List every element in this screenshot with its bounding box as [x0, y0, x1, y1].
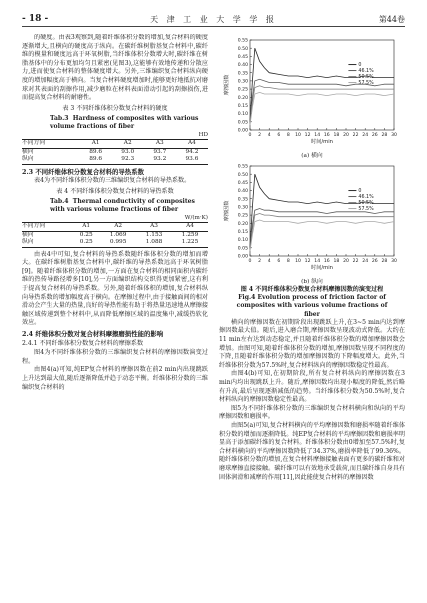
x-tick-label: 20 — [343, 133, 349, 138]
volume-label: 第44卷 — [378, 15, 405, 24]
legend-label: 46.1% — [358, 195, 374, 201]
series-line-57-5pct — [250, 92, 394, 125]
table-row — [22, 239, 208, 247]
y-tick-label: 0.40 — [237, 63, 248, 69]
chart-b-subtitle: (b) 纵向 — [301, 279, 323, 285]
y-tick-label: 0.05 — [237, 120, 248, 126]
table-header-cell: A4 — [172, 223, 208, 231]
page-header — [22, 12, 405, 27]
x-tick-label: 28 — [381, 133, 388, 138]
x-tick-label: 20 — [343, 259, 349, 264]
table-row — [22, 231, 208, 239]
x-tick-label: 16 — [323, 133, 330, 138]
y-tick-label: 0.30 — [237, 79, 248, 85]
legend-label: 46.1% — [358, 69, 374, 75]
paragraph-conductivity-analysis: 由表4中可知,复合材料的导热系数随纤维体积分数的增加而增大。在碳纤维树脂基复合材料中,碳纤维的导热系数远高于环氧树脂[9]。随着纤维体积分数的增加,一方面在复合材料的相同面积内碳纤维的热传导路径增多[10],另一方面编织结构交织得更加紧密,这有利于提高复合材料的导热系数。另外,随着纤维体积的增加,复合材料纵向导热系数的增加幅度高于横向。在摩擦过程中,由于接触面间的相对滑动会产生大量的热量,良好的导热性能有助于将热量迅速地从摩擦接触区域传递到整个材料中,从而降低摩擦区域的温度集中,减缓热软化效应。 — [22, 250, 208, 327]
y-tick-label: 0.55 — [237, 38, 248, 44]
paragraph-fig5-intro: 图5为不同纤维体积分数的三维编织复合材料横向和纵向的平均摩擦因数和磨损率。 — [219, 404, 405, 421]
table-cell: 纵向 — [22, 156, 80, 164]
table-cell: 89.6 — [80, 156, 112, 164]
x-tick-label: 12 — [304, 259, 311, 264]
x-tick-label: 16 — [323, 259, 330, 264]
y-tick-label: 0.55 — [237, 164, 248, 170]
table-cell: 93.2 — [144, 156, 176, 164]
x-tick-label: 2 — [258, 259, 262, 264]
section-heading-2-4-1: 2.4.1 不同纤维体积分数复合材料的摩擦系数 — [22, 339, 144, 347]
y-tick-label: 0.50 — [237, 46, 248, 52]
table4-label-en: Tab.4 — [50, 197, 69, 205]
table-cell: 1.225 — [172, 239, 208, 247]
table-header-cell: 不同方向 — [22, 223, 72, 231]
paragraph-friction-b: 由图4(b)可知,在初期阶段,所有复合材料纵向的摩擦因数在3 min内均出现跳跃上升。随后,摩擦因数均出现小幅度的降低,然后略有升高,最后呈现逐渐减低的趋势。当纤维体积分数为50.5%时,复合材料纵向的摩擦因数稳定性最高。 — [219, 370, 405, 404]
paragraph-conductivity-intro: 表4为不同纤维体积分数的三维编织复合材料的导热系数。 — [34, 177, 191, 185]
x-tick-label: 8 — [286, 133, 290, 138]
paragraph-friction-intro: 图4为不同纤维体积分数的三维编织复合材料的摩擦因数演变过程。 — [22, 349, 208, 365]
table4-caption-cn: 表 4 不同纤维体积分数复合材料的导热系数 — [56, 187, 174, 195]
table-header-cell: A1 — [80, 140, 112, 148]
journal-title: 天 津 工 业 大 学 学 报 — [150, 15, 277, 24]
table-cell: 横向 — [22, 148, 34, 155]
table-cell: 93.0 — [121, 148, 135, 155]
table-cell: 横向 — [22, 231, 34, 238]
x-tick-label: 22 — [352, 259, 359, 264]
x-tick-label: 28 — [381, 259, 388, 264]
x-tick-label: 6 — [277, 259, 281, 264]
table-cell: 93.7 — [153, 148, 167, 155]
x-tick-label: 2 — [258, 133, 262, 138]
y-tick-label: 0.25 — [237, 87, 248, 93]
paragraph-friction-a-start: 由图4(a)可知,纯EP复合材料的摩擦因数在前2 min内出现跳跃上升达到最大值,随后逐渐降低并趋于动态平衡。纤维体积分数的三维编织复合材料的 — [22, 366, 208, 391]
series-line-46-1pct — [250, 209, 394, 250]
y-tick-label: 0.15 — [237, 104, 248, 110]
x-tick-label: 4 — [267, 259, 271, 264]
table-cell: 1.069 — [109, 231, 127, 238]
x-tick-label: 14 — [314, 259, 321, 264]
legend-label: 50.5% — [358, 75, 374, 81]
table-cell: 纵向 — [22, 239, 72, 247]
section-heading-2-3: 2.3 不同纤维体积分数复合材料的导热系数 — [22, 167, 144, 176]
y-tick-label: 0.00 — [237, 128, 248, 134]
table-cell: 1.259 — [181, 231, 199, 238]
x-axis-label: 时间/min — [311, 265, 333, 271]
x-tick-label: 24 — [362, 133, 369, 138]
series-line-50-5pct — [250, 86, 394, 124]
x-tick-label: 30 — [391, 259, 397, 264]
table-cell: 0.995 — [100, 239, 136, 247]
table-header-row — [22, 223, 208, 231]
legend-label: 57.5% — [358, 207, 374, 213]
table3-title-en: Hardness of composites with various volume fractions of fiber — [50, 114, 199, 131]
x-tick-label: 0 — [248, 259, 252, 264]
table4-unit: W/(m·K) — [184, 215, 208, 222]
x-tick-label: 18 — [333, 259, 340, 264]
y-tick-label: 0.20 — [237, 95, 248, 101]
friction-chart-longitudinal — [222, 160, 402, 278]
table-row — [22, 156, 208, 164]
x-tick-label: 12 — [304, 133, 311, 138]
y-tick-label: 0.30 — [237, 205, 248, 211]
y-tick-label: 0.10 — [237, 238, 248, 244]
right-column — [219, 34, 405, 594]
paragraph-hardness: 的硬度。由表3观察到,随着纤维体积分数的增加,复合材料的硬度逐渐增大,且横向的硬度高于纵向。在碳纤维树脂基复合材料中,碳纤维的模量和硬度远高于环氧树脂,当纤维体积分数增大时,碳纤维在树脂基体中的分布更加均匀且紧密(见图3),这能够有效地传递和分散应力,进而使复合材料的整体硬度增大。另外,三维编织复合材料纵向硬度的增加幅度高于横向。当复合材料硬度增加时,能够更好地抵抗对磨球对其表面的刮擦作用,减少磨粒在材料表面滑动引起的刮擦损伤,进而提高复合材料的耐磨性。 — [22, 34, 208, 102]
table-header-cell: A2 — [112, 140, 144, 148]
table-header-cell: A3 — [144, 140, 176, 148]
x-tick-label: 26 — [371, 133, 378, 138]
y-axis-label: 摩擦因数 — [224, 200, 230, 222]
y-tick-label: 0.10 — [237, 112, 248, 118]
legend-label: 57.5% — [358, 81, 374, 87]
y-tick-label: 0.15 — [237, 230, 248, 236]
y-tick-label: 0.40 — [237, 189, 248, 195]
x-tick-label: 10 — [295, 133, 301, 138]
table-cell: 0.25 — [72, 239, 100, 247]
y-tick-label: 0.35 — [237, 71, 248, 77]
y-tick-label: 0.45 — [237, 54, 248, 60]
table-header-cell: A4 — [176, 140, 208, 148]
table3-unit: HD — [198, 132, 208, 139]
table-row — [22, 148, 208, 156]
x-tick-label: 24 — [362, 259, 369, 264]
legend-label: 0 — [358, 189, 362, 195]
friction-chart-transverse — [222, 34, 402, 152]
table-cell: 93.6 — [176, 156, 208, 164]
hardness-table — [22, 139, 208, 164]
table-cell: 1.088 — [136, 239, 172, 247]
table-header-row — [22, 140, 208, 148]
paragraph-fig5-a: 由图5(a)可知,复合材料横向的平均摩擦因数和磨损率随着纤维体积分数的增加而逐渐降低。纯EP复合材料的平均摩擦因数和磨损率明显高于添加碳纤维的复合材料。纤维体积分数由0增加至57.5%时,复合材料横向的平均摩擦因数降低了34.37%,磨损率降低了99.36%。随纤维体积分数的增加,在复合材料摩擦接触表面有更多的碳纤维和对磨球摩擦直接接触。碳纤维可以有效地承受载荷,而且碳纤维自身具有固体润滑和减摩的作用[11],因此能使复合材料的摩擦因数 — [219, 421, 405, 481]
x-tick-label: 26 — [371, 259, 378, 264]
y-tick-label: 0.25 — [237, 213, 248, 219]
table-cell: 92.3 — [112, 156, 144, 164]
x-tick-label: 22 — [352, 133, 359, 138]
paragraph-friction-a: 横向的摩擦因数在初期阶段出现跳跃上升,在3~5 min内达到摩擦因数最大值。随后,进入磨合期,摩擦因数呈现波动式降低。大约在11 min左右达到动态稳定,并且随着纤维体积分数的增加摩擦因数会增加。由图可知,随着纤维体积分数的增加,摩擦因数呈现不同程度的下降,且随着纤维体积分数的增加摩擦因数的下降幅度增大。此外,当纤维体积分数为57.5%时,复合材料纵向的摩擦因数稳定性最高。 — [219, 318, 405, 369]
x-tick-label: 6 — [277, 133, 281, 138]
figure4-caption-en: Fig.4 Evolution process of friction factor of composites with various volume fractions of fiber — [236, 294, 388, 318]
x-tick-label: 8 — [286, 259, 290, 264]
y-tick-label: 0.35 — [237, 197, 248, 203]
x-tick-label: 14 — [314, 133, 321, 138]
table4-title-en: Thermal conductivity of composites with various volume fractions of fiber — [50, 197, 195, 214]
legend-label: 0 — [358, 63, 362, 69]
table-cell: 94.2 — [185, 148, 199, 155]
y-tick-label: 0.50 — [237, 172, 248, 178]
section-heading-2-4: 2.4 纤维体积分数对复合材料摩擦磨损性能的影响 — [22, 329, 164, 338]
y-tick-label: 0.20 — [237, 221, 248, 227]
page-number: - 18 - — [22, 14, 49, 24]
y-tick-label: 0.05 — [237, 246, 248, 252]
y-axis-label: 摩擦因数 — [224, 74, 230, 96]
table-header-cell: A2 — [100, 223, 136, 231]
table-cell: 1.153 — [145, 231, 163, 238]
table3-caption-en — [22, 115, 208, 131]
table-header-cell: A3 — [136, 223, 172, 231]
table-header-cell: 不同方向 — [22, 140, 80, 148]
y-tick-label: 0.00 — [237, 254, 248, 260]
x-tick-label: 10 — [295, 259, 301, 264]
y-tick-label: 0.45 — [237, 180, 248, 186]
series-line-57-5pct — [250, 220, 394, 251]
x-axis-label: 时间/min — [311, 139, 333, 145]
x-tick-label: 18 — [333, 133, 340, 138]
conductivity-table — [22, 222, 208, 247]
table-cell: 89.6 — [89, 148, 103, 155]
table3-label-en: Tab.3 — [50, 114, 69, 122]
table-header-cell: A1 — [72, 223, 100, 231]
table3-caption-cn: 表 3 不同纤维体积分数复合材料的硬度 — [62, 104, 168, 112]
legend-label: 50.5% — [358, 201, 374, 207]
table4-caption-en — [22, 198, 208, 214]
figure4-caption-cn: 图 4 不同纤维体积分数复合材料摩擦因数的演变过程 — [240, 286, 384, 293]
series-line-50-5pct — [250, 214, 394, 250]
x-tick-label: 0 — [248, 133, 252, 138]
left-column — [22, 34, 208, 594]
x-tick-label: 30 — [391, 133, 397, 138]
chart-a-subtitle: (a) 横向 — [301, 153, 323, 159]
table-cell: 0.25 — [79, 231, 93, 238]
x-tick-label: 4 — [267, 133, 271, 138]
